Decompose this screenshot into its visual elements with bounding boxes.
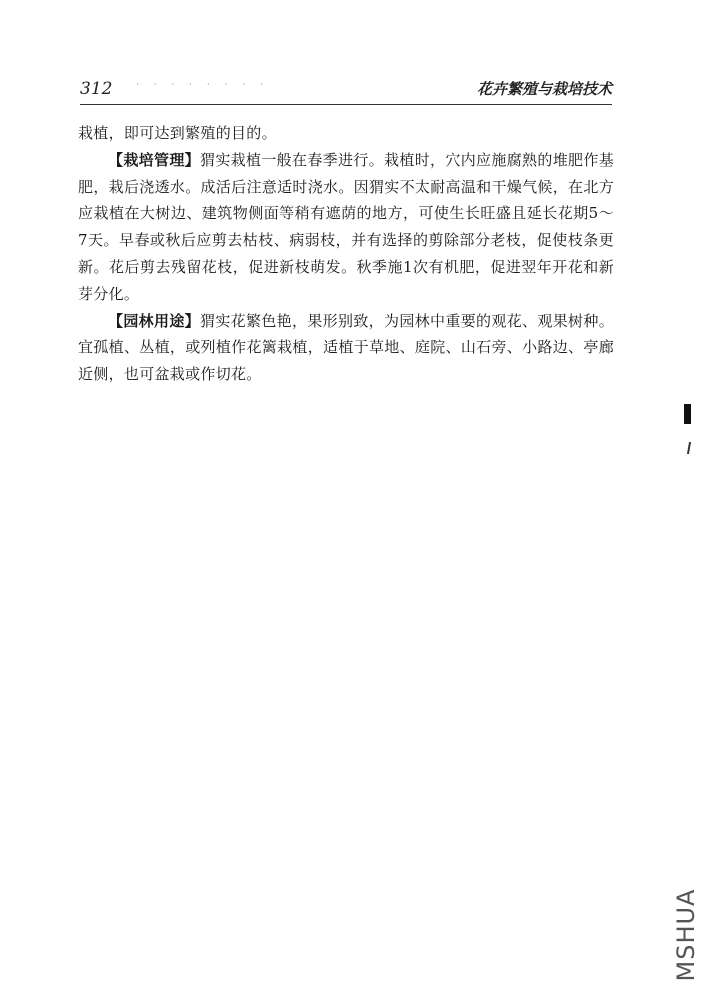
paragraph-continuation xyxy=(78,120,614,147)
page-number: 312 xyxy=(80,79,113,99)
running-title: 花卉繁殖与栽培技术 xyxy=(476,80,612,98)
paragraph-text: 猬实花繁色艳，果形别致，为园林中重要的观花、观果树种。宜孤植、丛植，或列植作花篱栽植，适植于草地、庭院、山石旁、小路边、亭廊近侧，也可盆栽或作切花。 xyxy=(78,311,614,384)
paragraph-landscape-use xyxy=(78,308,614,388)
paragraph-text: 猬实栽植一般在春季进行。栽植时，穴内应施腐熟的堆肥作基肥，栽后浇透水。成活后注意适时浇水。因猬实不太耐高温和干燥气候，在北方应栽植在大树边、建筑物侧面等稍有遮荫的地方，可使生长旺盛且延长花期5～7天。早春或秋后应剪去枯枝、病弱枝，并有选择的剪除部分老枝，促使枝条更新。花后剪去残留花枝，促进新枝萌发。秋季施1次有机肥，促进翌年开花和新芽分化。 xyxy=(78,150,614,303)
paragraph-text: 栽植，即可达到繁殖的目的。 xyxy=(78,124,277,142)
scan-edge-mark xyxy=(684,404,691,424)
page-header xyxy=(80,74,612,104)
scan-edge-mark xyxy=(687,442,691,454)
watermark xyxy=(672,880,700,990)
header-rule xyxy=(80,104,612,105)
scan-speckles: · · · · · · · · xyxy=(136,80,269,90)
watermark-text: MSHUA xyxy=(672,888,700,982)
section-tag-cultivation: 【栽培管理】 xyxy=(108,150,201,169)
body-text xyxy=(78,120,614,388)
paragraph-cultivation xyxy=(78,147,614,308)
section-tag-landscape-use: 【园林用途】 xyxy=(108,311,201,330)
